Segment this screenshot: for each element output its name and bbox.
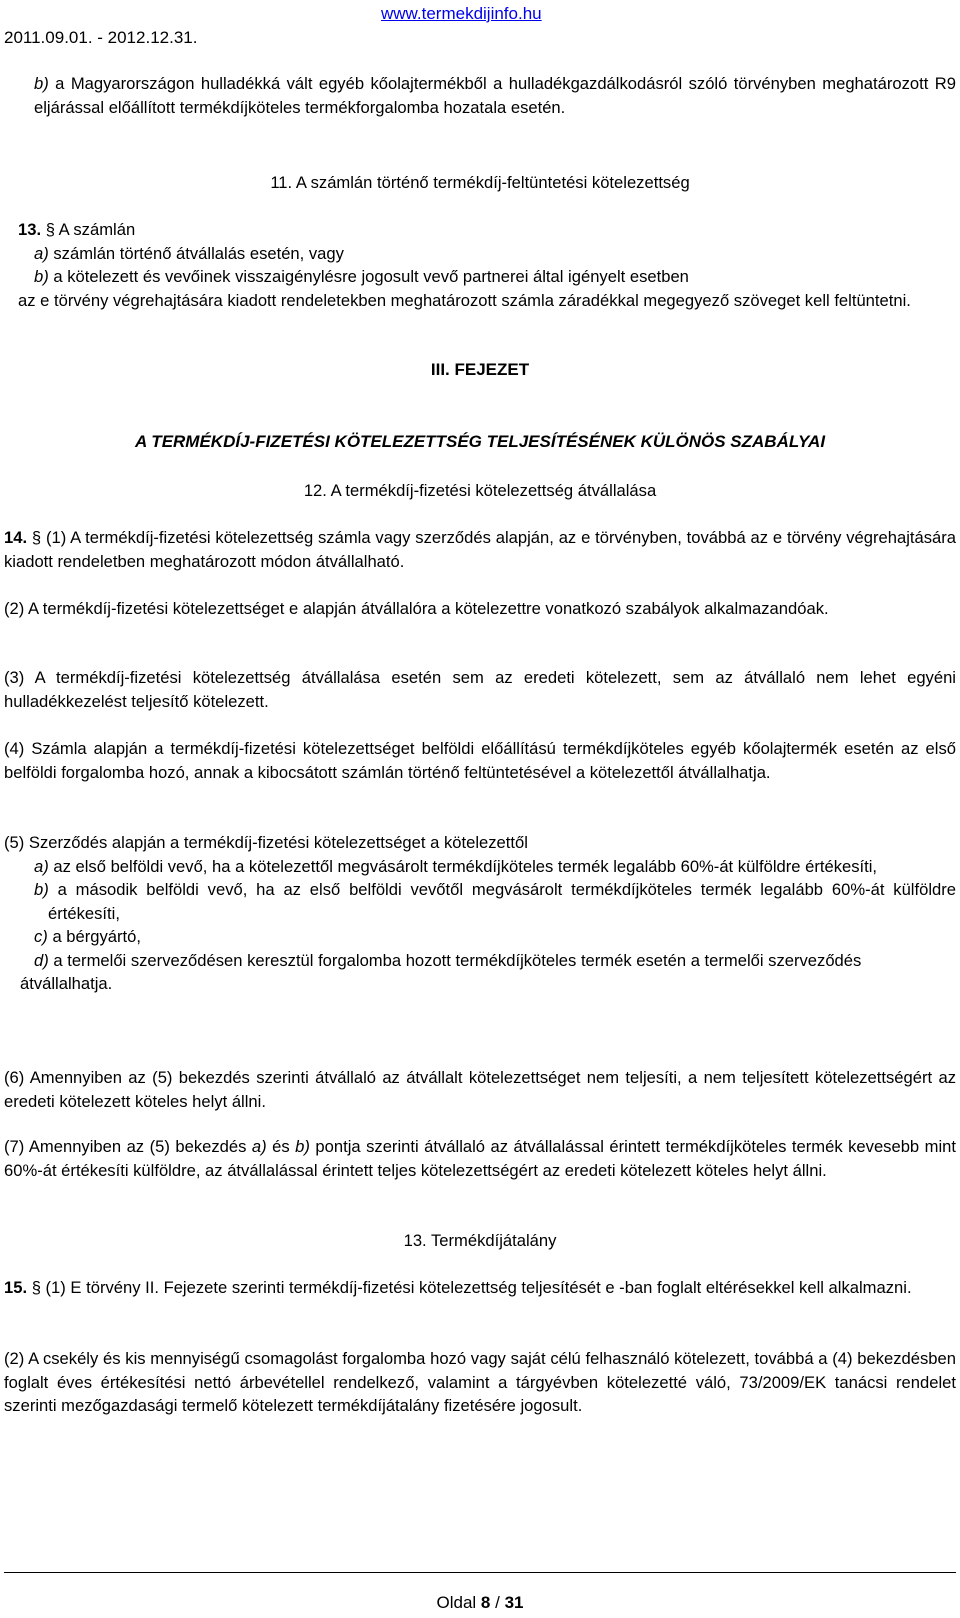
paragraph-15-2 (4, 1347, 956, 1418)
paragraph-14-6 (4, 1066, 956, 1113)
footer-separator: / (490, 1593, 505, 1612)
p14-p7-b: pontja szerinti átvállaló az átvállalással érintett termékdíjköteles termék kevesebb mint 60%-át értékesíti külföldre, az átvállalással érintett teljes kötelezettségért az eredeti kötelezett köteles helyt állni. (4, 1137, 956, 1180)
list-item (4, 878, 956, 925)
p14-p7-a: (7) Amennyiben az (5) bekezdés (4, 1137, 252, 1156)
paragraph-14-7 (4, 1135, 956, 1182)
p15-p2-text: (2) A csekély és kis mennyiségű csomagolást forgalomba hozó vagy saját célú felhasználó kötelezett, továbbá a (4) bekezdésben foglalt éves értékesítési nettó árbevétellel rendelkező, valamint a tárgyévben kötelezetté váló, 73/2009/EK tanácsi rendelet szerinti mezőgazdasági termelő kötelezett termékdíjátalány fizetésére jogosult. (4, 1349, 956, 1415)
p14-p7-b-label: b) (295, 1137, 310, 1156)
p14-p6-text: (6) Amennyiben az (5) bekezdés szerinti átvállaló az átvállalt kötelezettséget nem teljesíti, a nem teljesített kötelezettségért az eredeti kötelezett köteles helyt állni. (4, 1068, 956, 1111)
chapter-title-text: A TERMÉKDÍJ-FIZETÉSI KÖTELEZETTSÉG TELJESÍTÉSÉNEK KÜLÖNÖS SZABÁLYAI (134, 432, 826, 451)
paragraph-13 (18, 218, 956, 312)
p14-p5-item-a-text: az első belföldi vevő, ha a kötelezettől megvásárolt termékdíjköteles termék legalább 60%-át külföldre értékesíti, (48, 856, 878, 876)
paragraph-14-4 (4, 737, 956, 784)
chapter-number-text: III. FEJEZET (430, 360, 530, 379)
footer-total-pages: 31 (504, 1593, 524, 1612)
paragraph-14-3 (4, 666, 956, 713)
intro-b-label: b) (34, 74, 49, 93)
p14-p5-item-b-label: b) (34, 880, 49, 899)
p14-p5-item-d-label: d) (34, 950, 49, 970)
paragraph-15-1 (4, 1276, 956, 1300)
section-11-heading-text: 11. A számlán történő termékdíj-feltüntetési kötelezettség (270, 173, 690, 192)
p14-p5-tail: átvállalhatja. (20, 974, 113, 993)
p13-number: 13. (18, 220, 42, 239)
paragraph-14-1 (4, 526, 956, 573)
chapter-number (0, 358, 960, 382)
p14-number: 14. (4, 528, 28, 547)
section-sign-icon: § (27, 1278, 41, 1297)
list-item (4, 855, 956, 879)
p15-number: 15. (4, 1278, 28, 1297)
p14-p5-item-a-label: a) (34, 856, 49, 876)
p14-p5-lead: (5) Szerződés alapján a termékdíj-fizetési kötelezettséget a kötelezettől (4, 833, 528, 852)
list-item (4, 949, 956, 973)
footer-divider (4, 1572, 956, 1573)
p14-p5-item-b-text: a második belföldi vevő, ha az első belföldi vevőtől megvásárolt termékdíjköteles termék legalább 60%-át külföldre értékesíti, (48, 880, 956, 923)
section-13-heading-text: 13. Termékdíjátalány (403, 1231, 557, 1250)
intro-paragraph (34, 72, 956, 119)
section-sign-icon: § (41, 220, 55, 239)
header-date-range: 2011.09.01. - 2012.12.31. (4, 28, 198, 47)
p13-b-label: b) (34, 267, 49, 286)
p14-p5-item-c-text: a bérgyártó, (47, 927, 141, 946)
section-12-heading (0, 479, 960, 503)
p14-p5-item-d-text: a termelői szerveződésen keresztül forgalomba hozott termékdíjköteles termék esetén a termelői szerveződés (48, 950, 862, 970)
p13-b-text: a kötelezett és vevőinek visszaigénylésre jogosult vevő partnerei által igényelt esetben (48, 267, 689, 286)
paragraph-14-2 (4, 597, 956, 621)
footer-prefix: Oldal (436, 1593, 481, 1612)
p13-a-label: a) (34, 243, 49, 263)
p15-p1-text: (1) E törvény II. Fejezete szerinti termékdíj-fizetési kötelezettség teljesítését e -ban foglalt eltérésekkel kell alkalmazni. (40, 1278, 912, 1297)
p14-p5-item-c-label: c) (34, 927, 48, 946)
footer-page-number: 8 (480, 1593, 491, 1612)
list-item (4, 925, 956, 949)
p14-p4-text: (4) Számla alapján a termékdíj-fizetési kötelezettséget belföldi előállítású termékdíjköteles egyéb kőolajtermék esetén az első belföldi forgalomba hozó, annak a kibocsátott számlán történő feltüntetésével a kötelezettől átvállalhatja. (4, 739, 956, 782)
section-13-heading (0, 1229, 960, 1253)
chapter-title (0, 430, 960, 454)
section-sign-icon: § (27, 528, 42, 547)
p14-p3-text: (3) A termékdíj-fizetési kötelezettség átvállalása esetén sem az eredeti kötelezett, sem az átvállaló nem lehet egyéni hulladékkezelést teljesítő kötelezett. (4, 668, 956, 711)
section-11-heading (0, 171, 960, 195)
p14-p1-text: (1) A termékdíj-fizetési kötelezettség számla vagy szerződés alapján, az e törvényben, továbbá az e törvény végrehajtására kiadott rendeletben meghatározott módon átvállalható. (4, 528, 956, 571)
p14-p7-mid: és (266, 1137, 296, 1156)
p13-lead: A számlán (54, 220, 136, 239)
p14-p2-text: (2) A termékdíj-fizetési kötelezettséget e alapján átvállalóra a kötelezettre vonatkozó szabályok alkalmazandóak. (4, 599, 829, 618)
p13-a-text: számlán történő átvállalás esetén, vagy (48, 243, 344, 263)
intro-b-text: a Magyarországon hulladékká vált egyéb kőolajtermékből a hulladékgazdálkodásról szóló törvényben meghatározott R9 eljárással előállított termékdíjköteles termékforgalomba hozatala esetén. (34, 74, 956, 117)
paragraph-14-5 (4, 831, 956, 996)
p13-tail: az e törvény végrehajtására kiadott rendeletekben meghatározott számla záradékkal megegyező szöveget kell feltüntetni. (18, 290, 911, 310)
page-footer (0, 1593, 960, 1613)
section-12-heading-text: 12. A termékdíj-fizetési kötelezettség átvállalása (303, 481, 657, 500)
p14-p7-a-label: a) (251, 1137, 267, 1156)
header-url-link[interactable]: www.termekdijinfo.hu (381, 4, 542, 23)
